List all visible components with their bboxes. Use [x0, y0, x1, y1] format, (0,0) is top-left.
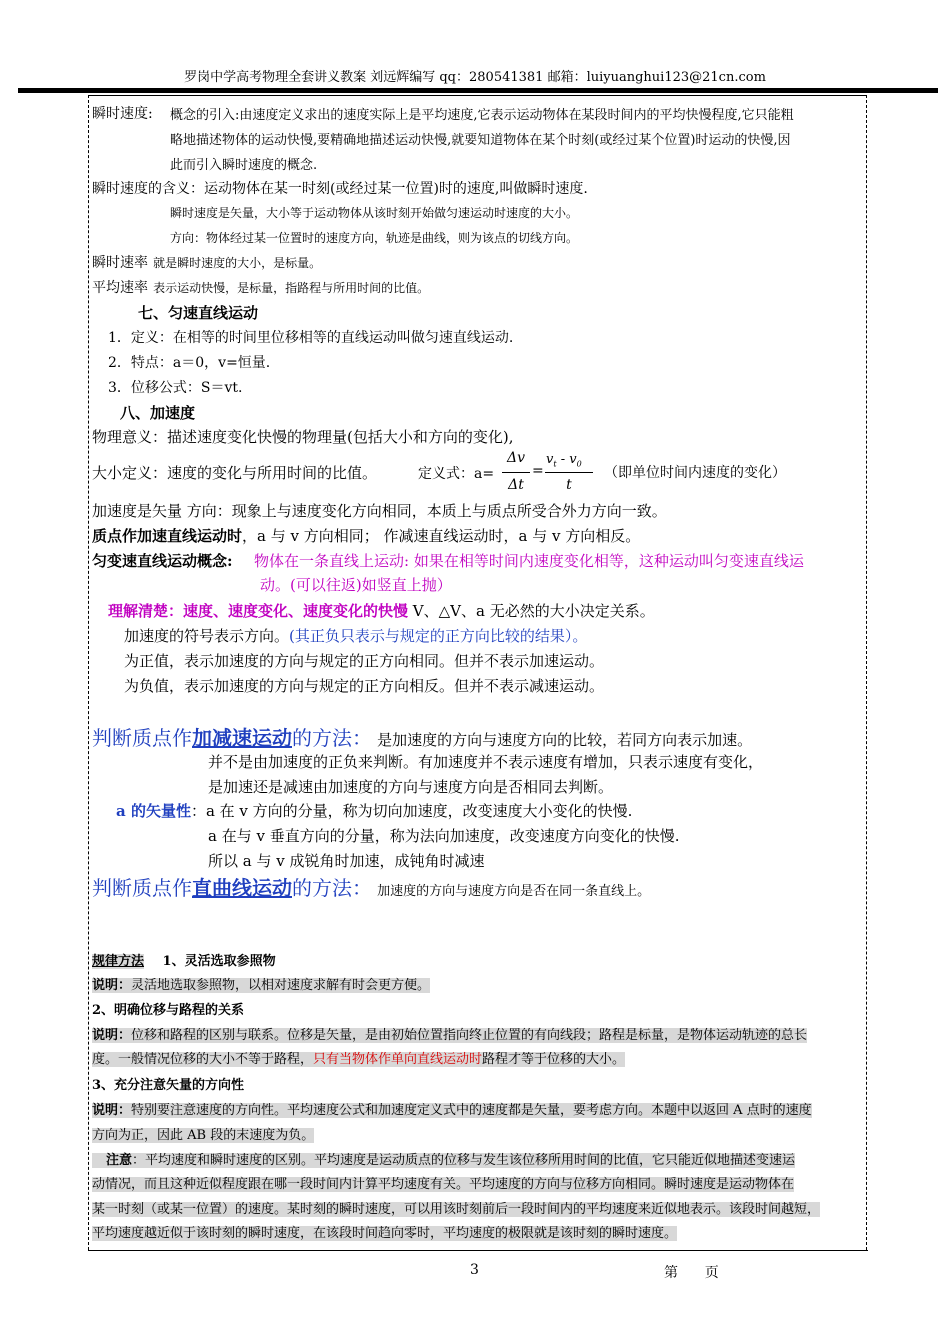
inst-rate-label: 瞬时速率 [92, 255, 148, 271]
rules-note-2-line-1 [92, 1024, 807, 1043]
avg-rate-label: 平均速率 [92, 280, 148, 296]
formula-v0-sub: 0 [576, 459, 582, 469]
uniform-feature: 2．特点：a＝0，v=恒量. [108, 355, 271, 371]
avg-rate [92, 277, 429, 297]
formula-fraction-bar-2 [545, 472, 593, 473]
rules-item-3-heading: 3、充分注意矢量的方向性 [92, 1078, 245, 1093]
rules-item-2-heading: 2、明确位移与路程的关系 [92, 1003, 245, 1018]
judge-accel-text-1: 是加速度的方向与速度方向的比较，若同方向表示加速。 [377, 731, 753, 749]
avg-rate-text: 表示运动快慢，是标量，指路程与所用时间的比值。 [153, 281, 430, 295]
inst-vector: 瞬时速度是矢量，大小等于运动物体从该时刻开始做匀速运动时速度的大小。 [170, 206, 579, 220]
formula-v0: v [569, 452, 577, 467]
judge-curve-text: 加速度的方向与速度方向是否在同一条直线上。 [377, 884, 651, 899]
section-title-uniform: 七、匀速直线运动 [138, 304, 259, 322]
accel-positive: 为正值，表示加速度的方向与规定的正方向相同。但并不表示加速运动。 [124, 652, 605, 670]
accel-sign-text: 加速度的符号表示方向。 [124, 627, 290, 645]
rules-item-1-heading: 1、灵活选取参照物 [162, 954, 276, 969]
uniform-var-label: 匀变速直线运动概念: [92, 552, 233, 570]
rules-note-2-line-2 [92, 1048, 625, 1067]
rules-note-3-line-1 [92, 1099, 812, 1118]
rules-note-2-text-2a: 度。一般情况位移的大小不等于路程， [92, 1052, 314, 1067]
rules-attention-text-3: 某一时刻（或某一位置）的速度。某时刻的瞬时速度，可以用该时刻前后一段时间内的平均速度来近似地表示。该段时间越短， [92, 1202, 821, 1217]
accel-unit-note: （即单位时间内速度的变化） [604, 465, 786, 481]
rules-note-3-text-2: 方向为正，因此 AB 段的末速度为负。 [92, 1128, 315, 1143]
judge-curve-post: 的方法： [292, 876, 372, 900]
footer-rule [88, 1250, 868, 1251]
accel-sign-line [124, 625, 587, 646]
formula-t: t [566, 477, 572, 493]
judge-accel-text-6: 所以 a 与 v 成锐角时加速，成钝角时减速 [208, 852, 485, 870]
judge-accel-line [92, 722, 752, 751]
rules-note-2-label: 说明： [92, 1028, 132, 1043]
uniform-var-line-1: 物体在一条直线上运动: 如果在相等时间内速度变化相等，这种运动叫匀变速直线运 [254, 552, 804, 570]
inst-line-2: 略地描述物体的运动快慢,要精确地描述运动快慢,就要知道物体在某个时刻(或经过某个位置)时运动的快慢,因 [170, 133, 791, 148]
accel-vector-line [116, 800, 632, 821]
understand-label: 理解清楚：速度、速度变化、速度变化的快慢 [108, 602, 409, 620]
rules-attention-text-4: 平均速度越近似于该时刻的瞬时速度，在该段时间趋向零时，平均速度的极限就是该时刻的瞬时速度。 [92, 1226, 678, 1241]
uniform-definition: 1．定义：在相等的时间里位移相等的直线运动叫做匀速直线运动. [108, 330, 514, 346]
rules-note-2-text-2b: 路程才等于位移的大小。 [482, 1052, 626, 1067]
formula-vt-sub: t [553, 459, 557, 469]
rules-note-3-text-1: 特别要注意速度的方向性。平均速度公式和加速度定义式中的速度都是矢量，要考虑方向。本题中以返回 A 点时的速度 [131, 1103, 812, 1118]
formula-numerator [546, 452, 582, 469]
accel-vector-rest: ：a 在 v 方向的分量，称为切向加速度，改变速度大小变化的快慢. [190, 802, 633, 820]
judge-accel-text-3: 是加速还是减速由加速度的方向与速度方向是否相同去判断。 [208, 778, 614, 796]
uniform-formula: 3．位移公式：S＝vt. [108, 380, 243, 396]
rules-attention-text-2: 动情况，而且这种近似程度跟在哪一段时间内计算平均速度有关。平均速度的方向与位移方向相同。瞬时速度是运动物体在 [92, 1177, 795, 1192]
judge-accel-link[interactable]: 加减速运动 [192, 726, 292, 750]
formula-delta-v: Δv [506, 450, 526, 466]
understand-text: V、△V、a 无必然的大小决定关系。 [408, 602, 655, 620]
rules-note-2-text-2red: 只有当物体作单向直线运动时 [313, 1052, 483, 1067]
inst-direction: 方向：物体经过某一位置时的速度方向，轨迹是曲线，则为该点的切线方向。 [170, 231, 579, 245]
rules-note-1 [92, 974, 430, 993]
rules-note-3-line-2 [92, 1124, 314, 1143]
judge-curve-pre: 判断质点作 [92, 876, 192, 900]
accel-sign-note: (其正负只表示与规定的正方向比较的结果）。 [289, 627, 588, 645]
accel-particle [92, 525, 640, 546]
header-rule [18, 88, 938, 93]
inst-line-3: 此而引入瞬时速度的概念. [170, 158, 318, 173]
page-label: 第 页 [664, 1265, 719, 1281]
inst-label: 瞬时速度: [92, 106, 153, 122]
rules-attention-text-1: ：平均速度和瞬时速度的区别。平均速度是运动质点的位移与发生该位移所用时间的比值，它只能近似地描述变速运 [132, 1153, 796, 1168]
accel-def-label: 定义式：a= [418, 466, 495, 482]
formula-fraction-bar-1 [502, 472, 530, 473]
section-title-accel: 八、加速度 [120, 404, 196, 422]
accel-physical-meaning: 物理意义：描述速度变化快慢的物理量(包括大小和方向的变化), [92, 428, 514, 446]
formula-minus: - [556, 452, 570, 467]
rules-heading [92, 950, 276, 969]
page-number: 3 [470, 1262, 479, 1278]
judge-accel-pre: 判断质点作 [92, 726, 192, 750]
rules-note-2-text-1: 位移和路程的区别与联系。位移是矢量，是由初始位置指向终止位置的有向线段；路程是标量，是物体运动轨迹的总长 [131, 1028, 808, 1043]
judge-accel-post: 的方法： [292, 726, 372, 750]
rules-attention-line-1 [92, 1149, 795, 1168]
formula-equals: = [532, 463, 544, 479]
frame-top-border [88, 95, 866, 96]
frame-right-border [866, 95, 868, 1250]
rules-note-1-text: 灵活地选取参照物，以相对速度求解有时会更方便。 [131, 978, 431, 993]
rules-attention-line-3 [92, 1198, 820, 1217]
accel-size-definition: 大小定义：速度的变化与所用时间的比值。 [92, 464, 378, 482]
rules-note-3-label: 说明： [92, 1103, 132, 1118]
judge-accel-text-2: 并不是由加速度的正负来判断。有加速度并不表示速度有增加，只表示速度有变化， [208, 753, 764, 771]
inst-line-1: 概念的引入:由速度定义求出的速度实际上是平均速度,它表示运动物体在某段时间内的平均快慢程度,它只能粗 [170, 108, 794, 123]
rules-attention-label [92, 1153, 132, 1168]
accel-negative: 为负值，表示加速度的方向与规定的正方向相反。但并不表示减速运动。 [124, 677, 605, 695]
frame-left-border [88, 95, 90, 1250]
rules-note-1-label: 说明： [92, 978, 132, 993]
formula-vt: v [546, 452, 554, 467]
accel-particle-bold: 质点作加速直线运动时 [92, 527, 243, 545]
formula-delta-t: Δt [508, 477, 524, 493]
uniform-var-line-2: 动。(可以往返)如竖直上抛） [260, 576, 452, 594]
accel-vector-label: a 的矢量性 [116, 802, 191, 820]
rules-attention-label-text: 注意 [106, 1153, 133, 1168]
rules-tag: 规律方法 [92, 954, 145, 969]
understand-line [108, 600, 655, 621]
judge-curve-line [92, 872, 650, 901]
page-header: 罗岗中学高考物理全套讲义教案 刘远辉编写 qq：280541381 邮箱：luiyuanghui123@21cn.com [184, 70, 766, 85]
judge-curve-link[interactable]: 直曲线运动 [192, 876, 292, 900]
inst-meaning: 瞬时速度的含义：运动物体在某一时刻(或经过某一位置)时的速度,叫做瞬时速度. [92, 181, 588, 197]
rules-attention-line-4 [92, 1222, 677, 1241]
accel-vector: 加速度是矢量 方向：现象上与速度变化方向相同，本质上与质点所受合外力方向一致。 [92, 502, 667, 520]
inst-rate [92, 252, 321, 272]
inst-rate-text: 就是瞬时速度的大小，是标量。 [153, 256, 322, 270]
rules-attention-line-2 [92, 1173, 794, 1192]
accel-particle-rest: ，a 与 v 方向相同； 作减速直线运动时，a 与 v 方向相反。 [242, 527, 641, 545]
judge-accel-text-5: a 在与 v 垂直方向的分量，称为法向加速度，改变速度方向变化的快慢. [208, 827, 680, 845]
